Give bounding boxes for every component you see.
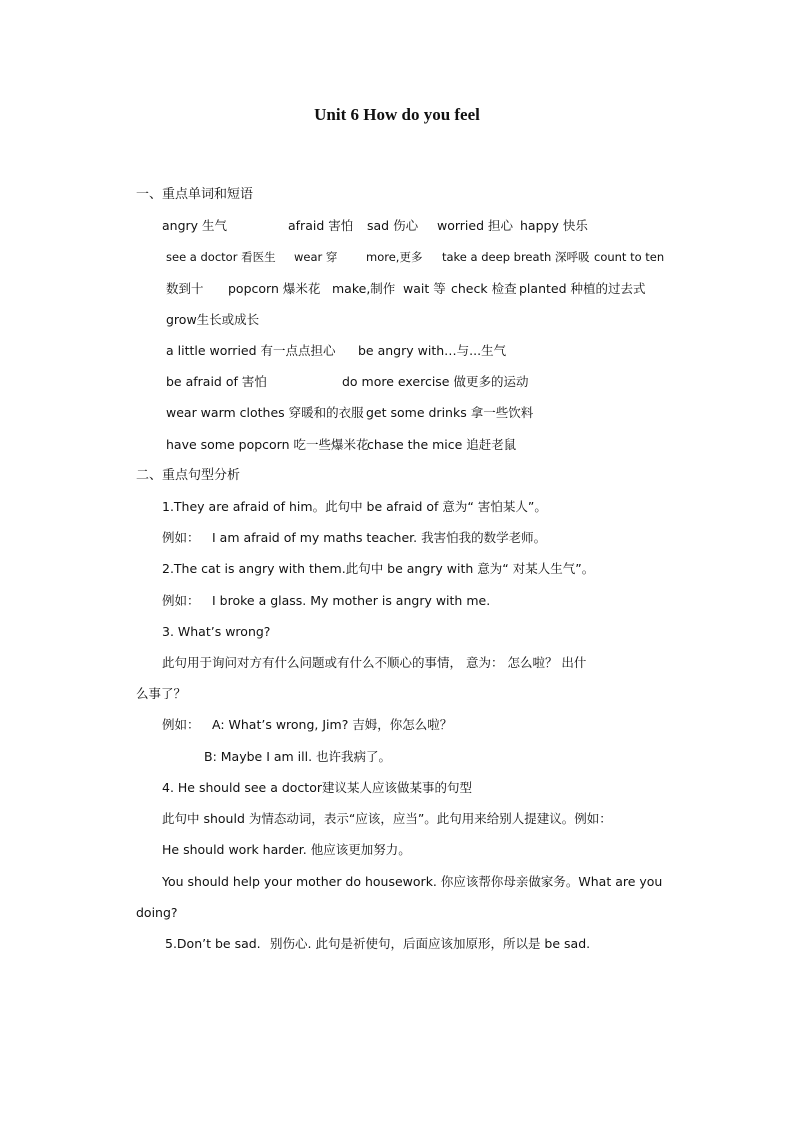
vocab-item: get some drinks 拿一些饮料 — [366, 405, 534, 420]
sentence-3-explain-line-1: 此句用于询问对方有什么问题或有什么不顺心的事情， 意为： 怎么啦？ 出什 — [162, 655, 587, 670]
section-heading-sentences: 二、重点句型分析 — [136, 468, 241, 483]
example-label: 例如： — [162, 530, 200, 545]
vocab-row-4: grow生长或成长 — [166, 312, 260, 327]
sentence-4-explain: 此句中 should 为情态动词，表示“应该，应当”。此句用来给别人提建议。例如： — [162, 811, 612, 826]
sentence-1: 1.They are afraid of him。此句中 be afraid of 意为“ 害怕某人”。 — [162, 499, 547, 514]
sentence-4-example-2-line-1: You should help your mother do housework. 你应该帮你母亲做家务。What are you — [162, 874, 663, 889]
vocab-item: see a doctor 看医生 — [166, 250, 276, 264]
sentence-3: 3. What’s wrong? — [162, 624, 271, 639]
vocab-item: 数到十 — [166, 281, 204, 296]
section-heading-vocabulary: 一、重点单词和短语 — [136, 187, 254, 202]
sentence-3-explain-line-2: 么事了？ — [136, 686, 187, 701]
sentence-4: 4. He should see a doctor建议某人应该做某事的句型 — [162, 780, 472, 795]
sentence-text: 5.Don’t be sad. — [165, 936, 261, 951]
vocab-item: be afraid of 害怕 — [166, 374, 267, 389]
vocab-item: happy 快乐 — [520, 218, 588, 233]
example-label: 例如： — [162, 593, 200, 608]
vocab-item: wear 穿 — [294, 250, 338, 264]
vocab-item: make,制作 — [332, 281, 396, 296]
example-text: I broke a glass. My mother is angry with me. — [212, 593, 491, 608]
vocab-item: planted 种植的过去式 — [519, 281, 646, 296]
vocab-item: sad 伤心 — [367, 218, 419, 233]
vocab-item: worried 担心 — [437, 218, 514, 233]
vocab-item: wear warm clothes 穿暖和的衣服 — [166, 405, 364, 420]
sentence-3-example-b: B: Maybe I am ill. 也许我病了。 — [204, 749, 392, 764]
sentence-explain: 别伤心. 此句是祈使句，后面应该加原形，所以是 be sad. — [270, 936, 591, 951]
vocab-item: do more exercise 做更多的运动 — [342, 374, 529, 389]
vocab-item: be angry with…与...生气 — [358, 343, 507, 358]
sentence-2: 2.The cat is angry with them.此句中 be angry with 意为“ 对某人生气”。 — [162, 561, 595, 576]
vocab-item: chase the mice 追赶老鼠 — [367, 437, 517, 452]
vocab-item: have some popcorn 吃一些爆米花 — [166, 437, 369, 452]
example-text: A: What’s wrong, Jim? 吉姆，你怎么啦？ — [212, 717, 453, 732]
vocab-item: angry 生气 — [162, 218, 228, 233]
example-text: I am afraid of my maths teacher. 我害怕我的数学老师。 — [212, 530, 547, 545]
vocab-item: take a deep breath 深呼吸 — [442, 250, 590, 264]
vocab-item: afraid 害怕 — [288, 218, 354, 233]
vocab-item: a little worried 有一点点担心 — [166, 343, 336, 358]
vocab-item: count to ten — [594, 250, 665, 264]
vocab-item: wait 等 — [403, 281, 446, 296]
vocab-item: check 检查 — [451, 281, 517, 296]
sentence-4-example-2-line-2: doing? — [136, 905, 178, 920]
vocab-item: popcorn 爆米花 — [228, 281, 321, 296]
page-title: Unit 6 How do you feel — [314, 105, 480, 124]
example-label: 例如： — [162, 717, 200, 732]
vocab-item: more,更多 — [366, 250, 423, 264]
sentence-4-example-1: He should work harder. 他应该更加努力。 — [162, 842, 411, 857]
